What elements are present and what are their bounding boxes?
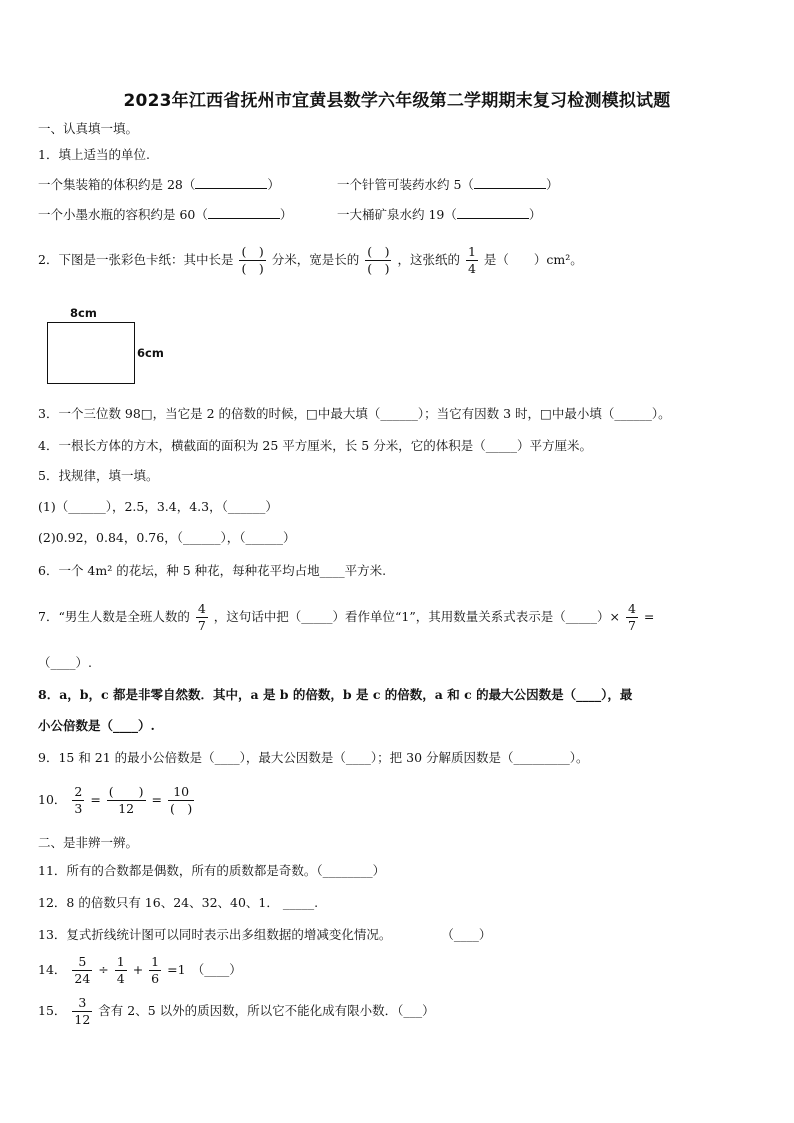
fraction-denominator: 24 xyxy=(74,971,91,986)
question-9: 9．15 和 21 的最小公倍数是（____），最大公因数是（____）；把 30 分解质因数是（_________）。 xyxy=(38,750,589,765)
fraction-denominator: 3 xyxy=(74,801,83,816)
fraction xyxy=(239,244,265,277)
q1-a-text: 一个集装箱的体积约是 28（ xyxy=(38,177,196,192)
fraction xyxy=(149,954,161,987)
q2-text-4: 是（ ）cm²。 xyxy=(483,252,583,267)
q10-label: 10． xyxy=(38,792,67,807)
divide-sign: ÷ xyxy=(98,962,109,977)
q2-text-3: ，这张纸的 xyxy=(397,252,460,267)
question-1-stem: 1．填上适当的单位. xyxy=(38,147,150,162)
question-1-item-b xyxy=(337,176,558,194)
fraction-numerator[interactable]: ( ) xyxy=(241,244,264,259)
question-8-line-2: 小公倍数是（____）. xyxy=(38,718,155,733)
q15-tail: 含有 2、5 以外的质因数，所以它不能化成有限小数．（___） xyxy=(98,1003,435,1018)
question-7-answer: （____）. xyxy=(38,655,92,670)
q14-label: 14． xyxy=(38,962,67,977)
answer-blank[interactable] xyxy=(195,176,267,189)
q14-tail: =1 （____） xyxy=(167,962,242,977)
fraction-numerator: 10 xyxy=(168,784,194,801)
question-3: 3．一个三位数 98□，当它是 2 的倍数的时候，□中最大填（______）；当它有因数 3 时，□中最小填（______）。 xyxy=(38,406,671,421)
question-14 xyxy=(38,954,242,987)
q1-c-text: 一个小墨水瓶的容积约是 60（ xyxy=(38,207,208,222)
fraction xyxy=(365,244,391,277)
figure-side-label: 6cm xyxy=(137,346,164,360)
fraction-denominator[interactable]: ( ) xyxy=(241,261,264,276)
q7-text-1: 7．“男生人数是全班人数的 xyxy=(38,609,190,624)
question-5-item-2: (2)0.92，0.84，0.76，（______），（______） xyxy=(38,530,296,545)
question-5-item-1: (1)（______），2.5，3.4，4.3，（______） xyxy=(38,499,278,514)
section-heading-1: 一、认真填一填。 xyxy=(38,121,139,136)
q2-text-1: 2．下图是一张彩色卡纸：其中长是 xyxy=(38,252,234,267)
question-7 xyxy=(38,601,654,634)
question-1-item-c xyxy=(38,206,292,224)
fraction-numerator: 2 xyxy=(74,784,83,799)
question-10 xyxy=(38,784,196,817)
fraction xyxy=(107,784,146,817)
fraction xyxy=(72,784,84,817)
question-12: 12．8 的倍数只有 16、24、32、40、1． _____. xyxy=(38,895,319,910)
plus-sign: + xyxy=(132,962,144,977)
answer-blank[interactable] xyxy=(208,206,280,219)
question-6: 6．一个 4m² 的花坛，种 5 种花，每种花平均占地____平方米. xyxy=(38,563,387,578)
q1-a-close: ） xyxy=(267,177,280,192)
q1-b-text: 一个针管可装药水约 5（ xyxy=(337,177,474,192)
fraction xyxy=(72,954,92,987)
fraction-numerator: 3 xyxy=(72,995,92,1012)
question-15 xyxy=(38,995,435,1028)
fraction-denominator: 4 xyxy=(116,971,125,986)
q1-d-close: ） xyxy=(528,207,542,222)
fraction-numerator[interactable]: ( ) xyxy=(367,244,390,259)
equals-sign: = xyxy=(90,792,101,807)
fraction xyxy=(168,784,194,817)
fraction-denominator[interactable]: ( ) xyxy=(367,261,390,276)
q7-text-2: ，这句话中把（_____）看作单位“1”，其用数量关系式表示是（_____）× xyxy=(213,609,620,624)
fraction xyxy=(196,601,208,634)
fraction xyxy=(115,954,127,987)
q15-label: 15． xyxy=(38,1003,67,1018)
q2-text-2: 分米，宽是长的 xyxy=(271,252,360,267)
fraction-denominator: 7 xyxy=(197,618,206,633)
fraction-numerator: 5 xyxy=(72,954,92,971)
figure-top-label: 8cm xyxy=(70,306,97,320)
question-1-item-d xyxy=(337,206,541,224)
fraction xyxy=(72,995,92,1028)
q1-b-close: ） xyxy=(545,177,559,192)
fraction-denominator: 6 xyxy=(151,971,160,986)
fraction-numerator[interactable]: ( ) xyxy=(108,784,144,799)
answer-blank[interactable] xyxy=(457,206,529,219)
fraction-numerator: 4 xyxy=(627,601,636,616)
q7-text-3: = xyxy=(643,609,655,624)
fraction-numerator: 1 xyxy=(467,244,476,259)
fraction xyxy=(466,244,478,277)
section-heading-2: 二、是非辨一辨。 xyxy=(38,835,139,850)
q1-d-text: 一大桶矿泉水约 19（ xyxy=(337,207,457,222)
fraction-denominator[interactable]: ( ) xyxy=(170,801,193,816)
fraction xyxy=(626,601,638,634)
question-4: 4．一根长方体的方木，横截面的面积为 25 平方厘米，长 5 分米，它的体积是（_____）平方厘米。 xyxy=(38,438,592,453)
fraction-denominator: 7 xyxy=(627,618,636,633)
rectangle-figure xyxy=(47,322,135,384)
fraction-denominator: 12 xyxy=(74,1012,91,1027)
fraction-numerator: 4 xyxy=(197,601,206,616)
answer-blank[interactable] xyxy=(474,176,546,189)
question-1-item-a xyxy=(38,176,280,194)
fraction-numerator: 1 xyxy=(116,954,125,969)
question-8-line-1: 8．a，b，c 都是非零自然数．其中，a 是 b 的倍数，b 是 c 的倍数，a 和 c 的最大公因数是（____），最 xyxy=(38,687,633,702)
question-13: 13．复式折线统计图可以同时表示出多组数据的增减变化情况。 （____） xyxy=(38,927,492,942)
question-5-stem: 5．找规律，填一填。 xyxy=(38,468,159,483)
fraction-denominator: 4 xyxy=(467,261,476,276)
page-title: 2023年江西省抚州市宜黄县数学六年级第二学期期末复习检测模拟试题 xyxy=(123,91,671,111)
fraction-numerator: 1 xyxy=(151,954,160,969)
question-2 xyxy=(38,244,583,277)
fraction-denominator: 12 xyxy=(118,801,135,816)
question-11: 11．所有的合数都是偶数，所有的质数都是奇数。（________） xyxy=(38,863,386,878)
equals-sign: = xyxy=(151,792,163,807)
q1-c-close: ） xyxy=(279,207,293,222)
